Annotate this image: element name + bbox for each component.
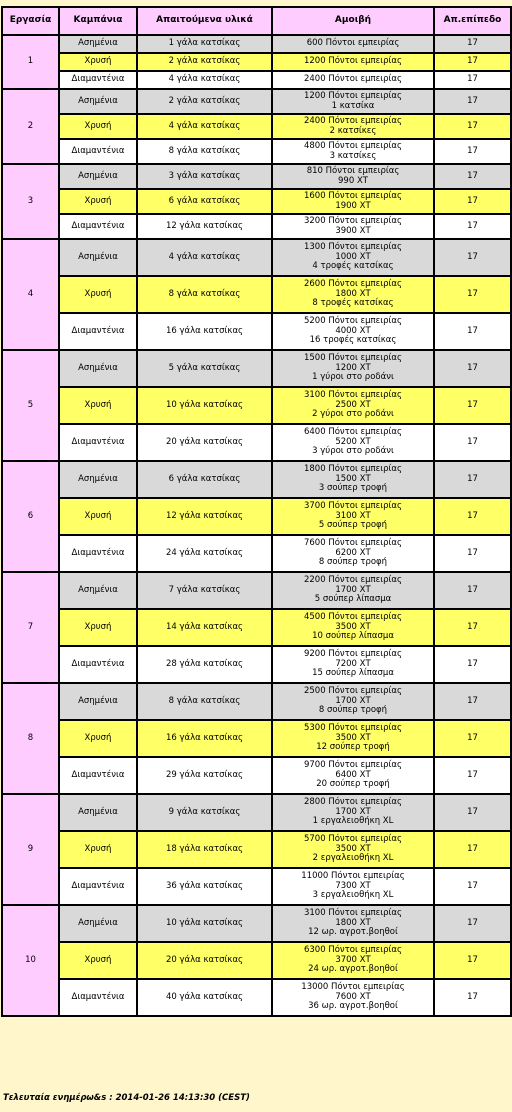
- materials-cell: 4 γάλα κατσίκας: [137, 71, 272, 89]
- campaign-cell: Ασημένια: [59, 905, 137, 942]
- reward-cell: [272, 868, 434, 905]
- table-row: [2, 71, 511, 89]
- reward-line: 2400 Πόντοι εμπειρίας: [303, 74, 403, 85]
- campaign-cell: Ασημένια: [59, 461, 137, 498]
- table-row: [2, 164, 511, 189]
- materials-cell: 7 γάλα κατσίκας: [137, 572, 272, 609]
- materials-cell: 28 γάλα κατσίκας: [137, 646, 272, 683]
- reward-cell: [272, 461, 434, 498]
- reward-line: 36 ωρ. αγροτ.βοηθοί: [308, 1001, 398, 1012]
- table-row: [2, 794, 511, 831]
- reward-line: 2500 ΧΤ: [335, 399, 371, 410]
- materials-cell: 12 γάλα κατσίκας: [137, 214, 272, 239]
- reward-cell: [272, 276, 434, 313]
- table-row: [2, 942, 511, 979]
- reward-cell: [272, 498, 434, 535]
- reward-cell: [272, 831, 434, 868]
- materials-cell: 5 γάλα κατσίκας: [137, 350, 272, 387]
- reward-line: 1600 Πόντοι εμπειρίας: [303, 191, 403, 201]
- tasks-body: [2, 35, 511, 1016]
- level-cell: 17: [434, 214, 511, 239]
- reward-cell: [272, 979, 434, 1016]
- campaign-cell: Χρυσή: [59, 53, 137, 71]
- campaign-cell: Χρυσή: [59, 498, 137, 535]
- reward-line: 1200 ΧΤ: [335, 362, 371, 373]
- table-row: [2, 239, 511, 276]
- level-cell: 17: [434, 461, 511, 498]
- reward-cell: [272, 720, 434, 757]
- level-cell: 17: [434, 979, 511, 1016]
- last-updated: Τελευταία ενημέρω&s : 2014-01-26 14:13:30 (CEST): [3, 1093, 250, 1103]
- campaign-cell: Ασημένια: [59, 35, 137, 53]
- table-row: [2, 979, 511, 1016]
- task-number: 4: [2, 239, 59, 350]
- materials-cell: 14 γάλα κατσίκας: [137, 609, 272, 646]
- campaign-cell: Ασημένια: [59, 683, 137, 720]
- reward-line: 3500 ΧΤ: [335, 621, 371, 632]
- table-row: [2, 683, 511, 720]
- reward-line: 1800 ΧΤ: [335, 288, 371, 299]
- reward-line: 4800 Πόντοι εμπειρίας: [303, 141, 403, 151]
- reward-line: 8 σούπερ τροφή: [318, 705, 388, 716]
- reward-line: 3 εργαλειοθήκη XL: [312, 890, 394, 901]
- reward-line: 3100 Πόντοι εμπειρίας: [303, 390, 403, 401]
- reward-line: 1000 ΧΤ: [335, 251, 371, 262]
- reward-line: 5700 Πόντοι εμπειρίας: [303, 834, 403, 845]
- level-cell: 17: [434, 646, 511, 683]
- task-number: 1: [2, 35, 59, 89]
- level-cell: 17: [434, 905, 511, 942]
- campaign-cell: Ασημένια: [59, 89, 137, 114]
- reward-line: 3500 ΧΤ: [335, 843, 371, 854]
- campaign-cell: Διαμαντένια: [59, 71, 137, 89]
- materials-cell: 1 γάλα κατσίκας: [137, 35, 272, 53]
- level-cell: 17: [434, 139, 511, 164]
- level-cell: 17: [434, 189, 511, 214]
- reward-cell: [272, 609, 434, 646]
- reward-line: 2 εργαλειοθήκη XL: [312, 853, 394, 864]
- reward-cell: [272, 350, 434, 387]
- campaign-cell: Διαμαντένια: [59, 646, 137, 683]
- table-row: [2, 646, 511, 683]
- reward-line: 20 σούπερ τροφή: [316, 779, 390, 790]
- campaign-cell: Χρυσή: [59, 942, 137, 979]
- level-cell: 17: [434, 350, 511, 387]
- reward-line: 2 γύροι στο ροδάνι: [312, 409, 394, 420]
- campaign-cell: Διαμαντένια: [59, 139, 137, 164]
- reward-line: 1 γύροι στο ροδάνι: [312, 372, 394, 383]
- reward-line: 3100 ΧΤ: [335, 510, 371, 521]
- reward-line: 1700 ΧΤ: [335, 695, 371, 706]
- reward-cell: [272, 535, 434, 572]
- campaign-cell: Χρυσή: [59, 720, 137, 757]
- reward-line: 7600 ΧΤ: [335, 991, 371, 1002]
- reward-line: 5200 ΧΤ: [335, 436, 371, 447]
- table-row: [2, 424, 511, 461]
- reward-cell: [272, 905, 434, 942]
- reward-cell: [272, 794, 434, 831]
- level-cell: 17: [434, 53, 511, 71]
- reward-line: 8 τροφές κατσίκας: [312, 298, 394, 309]
- reward-cell: [272, 387, 434, 424]
- materials-cell: 8 γάλα κατσίκας: [137, 276, 272, 313]
- reward-line: 3200 Πόντοι εμπειρίας: [303, 216, 403, 226]
- campaign-cell: Διαμαντένια: [59, 979, 137, 1016]
- reward-line: 9700 Πόντοι εμπειρίας: [303, 760, 403, 771]
- level-cell: 17: [434, 831, 511, 868]
- campaign-cell: Ασημένια: [59, 350, 137, 387]
- materials-cell: 20 γάλα κατσίκας: [137, 942, 272, 979]
- reward-line: 990 ΧΤ: [338, 175, 368, 186]
- level-cell: 17: [434, 794, 511, 831]
- reward-line: 5 σούπερ τροφή: [318, 520, 388, 531]
- reward-line: 2 κατσίκες: [329, 125, 377, 136]
- reward-line: 1800 Πόντοι εμπειρίας: [303, 464, 403, 475]
- materials-cell: 6 γάλα κατσίκας: [137, 461, 272, 498]
- table-row: [2, 498, 511, 535]
- campaign-cell: Χρυσή: [59, 276, 137, 313]
- campaign-cell: Διαμαντένια: [59, 868, 137, 905]
- materials-cell: 18 γάλα κατσίκας: [137, 831, 272, 868]
- materials-cell: 4 γάλα κατσίκας: [137, 239, 272, 276]
- materials-cell: 2 γάλα κατσίκας: [137, 89, 272, 114]
- reward-line: 3 γύροι στο ροδάνι: [312, 446, 394, 457]
- reward-line: 6200 ΧΤ: [335, 547, 371, 558]
- reward-line: 4000 ΧΤ: [335, 325, 371, 336]
- table-row: [2, 35, 511, 53]
- table-row: [2, 831, 511, 868]
- reward-line: 12 ωρ. αγροτ.βοηθοί: [308, 927, 398, 938]
- level-cell: 17: [434, 757, 511, 794]
- table-row: [2, 387, 511, 424]
- reward-line: 1700 ΧΤ: [335, 584, 371, 595]
- materials-cell: 24 γάλα κατσίκας: [137, 535, 272, 572]
- level-cell: 17: [434, 114, 511, 139]
- table-row: [2, 609, 511, 646]
- level-cell: 17: [434, 720, 511, 757]
- reward-line: 3500 ΧΤ: [335, 732, 371, 743]
- materials-cell: 3 γάλα κατσίκας: [137, 164, 272, 189]
- table-row: [2, 868, 511, 905]
- table-row: [2, 189, 511, 214]
- campaign-cell: Διαμαντένια: [59, 757, 137, 794]
- materials-cell: 29 γάλα κατσίκας: [137, 757, 272, 794]
- reward-line: 16 τροφές κατσίκας: [309, 335, 397, 346]
- table-row: [2, 461, 511, 498]
- level-cell: 17: [434, 535, 511, 572]
- campaign-cell: Διαμαντένια: [59, 313, 137, 350]
- reward-cell: [272, 53, 434, 71]
- reward-line: 8 σούπερ τροφή: [318, 557, 388, 568]
- table-row: [2, 757, 511, 794]
- reward-line: 7300 ΧΤ: [335, 880, 371, 891]
- table-row: [2, 276, 511, 313]
- materials-cell: 8 γάλα κατσίκας: [137, 683, 272, 720]
- reward-line: 5 σούπερ λίπασμα: [314, 594, 392, 605]
- reward-line: 1 εργαλειοθήκη XL: [312, 816, 394, 827]
- table-row: [2, 139, 511, 164]
- task-number: 9: [2, 794, 59, 905]
- reward-line: 15 σούπερ λίπασμα: [312, 668, 394, 679]
- reward-line: 600 Πόντοι εμπειρίας: [306, 38, 400, 49]
- table-row: [2, 572, 511, 609]
- header-task: Εργασία: [2, 7, 59, 35]
- level-cell: 17: [434, 683, 511, 720]
- header-row: [2, 7, 511, 35]
- materials-cell: 16 γάλα κατσίκας: [137, 313, 272, 350]
- header-level: Απ.επίπεδο: [434, 7, 511, 35]
- materials-cell: 16 γάλα κατσίκας: [137, 720, 272, 757]
- reward-line: 9200 Πόντοι εμπειρίας: [303, 649, 403, 660]
- reward-cell: [272, 646, 434, 683]
- task-number: 6: [2, 461, 59, 572]
- reward-cell: [272, 89, 434, 114]
- level-cell: 17: [434, 572, 511, 609]
- reward-line: 2200 Πόντοι εμπειρίας: [303, 575, 403, 586]
- reward-cell: [272, 164, 434, 189]
- campaign-cell: Χρυσή: [59, 189, 137, 214]
- task-number: 3: [2, 164, 59, 239]
- task-number: 10: [2, 905, 59, 1016]
- header-campaign: Καμπάνια: [59, 7, 137, 35]
- level-cell: 17: [434, 89, 511, 114]
- table-row: [2, 114, 511, 139]
- task-number: 8: [2, 683, 59, 794]
- level-cell: 17: [434, 313, 511, 350]
- reward-line: 5300 Πόντοι εμπειρίας: [303, 723, 403, 734]
- reward-line: 1900 ΧΤ: [335, 200, 371, 211]
- level-cell: 17: [434, 276, 511, 313]
- reward-line: 1300 Πόντοι εμπειρίας: [303, 242, 403, 253]
- level-cell: 17: [434, 498, 511, 535]
- reward-cell: [272, 424, 434, 461]
- level-cell: 17: [434, 164, 511, 189]
- materials-cell: 9 γάλα κατσίκας: [137, 794, 272, 831]
- level-cell: 17: [434, 868, 511, 905]
- reward-line: 1500 ΧΤ: [335, 473, 371, 484]
- campaign-cell: Ασημένια: [59, 572, 137, 609]
- reward-line: 11000 Πόντοι εμπειρίας: [301, 871, 405, 882]
- reward-line: 2400 Πόντοι εμπειρίας: [303, 116, 403, 126]
- table-row: [2, 905, 511, 942]
- table-row: [2, 535, 511, 572]
- reward-line: 24 ωρ. αγροτ.βοηθοί: [308, 964, 398, 975]
- reward-line: 810 Πόντοι εμπειρίας: [306, 166, 400, 176]
- campaign-cell: Διαμαντένια: [59, 424, 137, 461]
- reward-cell: [272, 942, 434, 979]
- reward-line: 3 σούπερ τροφή: [318, 483, 388, 494]
- reward-line: 6300 Πόντοι εμπειρίας: [303, 945, 403, 956]
- reward-line: 3 κατσίκες: [329, 150, 377, 161]
- table-row: [2, 53, 511, 71]
- materials-cell: 6 γάλα κατσίκας: [137, 189, 272, 214]
- reward-line: 3700 ΧΤ: [335, 954, 371, 965]
- reward-cell: [272, 239, 434, 276]
- table-row: [2, 214, 511, 239]
- reward-line: 12 σούπερ τροφή: [316, 742, 390, 753]
- materials-cell: 8 γάλα κατσίκας: [137, 139, 272, 164]
- reward-line: 5200 Πόντοι εμπειρίας: [303, 316, 403, 327]
- level-cell: 17: [434, 609, 511, 646]
- level-cell: 17: [434, 387, 511, 424]
- campaign-cell: Ασημένια: [59, 164, 137, 189]
- reward-line: 3100 Πόντοι εμπειρίας: [303, 908, 403, 919]
- materials-cell: 36 γάλα κατσίκας: [137, 868, 272, 905]
- campaign-cell: Χρυσή: [59, 609, 137, 646]
- campaign-cell: Ασημένια: [59, 239, 137, 276]
- campaign-cell: Χρυσή: [59, 387, 137, 424]
- table-row: [2, 720, 511, 757]
- materials-cell: 10 γάλα κατσίκας: [137, 387, 272, 424]
- reward-cell: [272, 572, 434, 609]
- reward-line: 1500 Πόντοι εμπειρίας: [303, 353, 403, 364]
- reward-cell: [272, 313, 434, 350]
- reward-cell: [272, 189, 434, 214]
- reward-line: 6400 Πόντοι εμπειρίας: [303, 427, 403, 438]
- reward-cell: [272, 114, 434, 139]
- materials-cell: 20 γάλα κατσίκας: [137, 424, 272, 461]
- reward-cell: [272, 35, 434, 53]
- reward-cell: [272, 757, 434, 794]
- level-cell: 17: [434, 239, 511, 276]
- reward-cell: [272, 683, 434, 720]
- tasks-table: [1, 6, 512, 1017]
- campaign-cell: Χρυσή: [59, 831, 137, 868]
- reward-line: 2500 Πόντοι εμπειρίας: [303, 686, 403, 697]
- reward-line: 7200 ΧΤ: [335, 658, 371, 669]
- campaign-cell: Χρυσή: [59, 114, 137, 139]
- header-reward: Αμοιβή: [272, 7, 434, 35]
- reward-cell: [272, 139, 434, 164]
- reward-cell: [272, 214, 434, 239]
- reward-line: 3900 ΧΤ: [335, 225, 371, 236]
- reward-line: 13000 Πόντοι εμπειρίας: [301, 982, 405, 993]
- reward-line: 4500 Πόντοι εμπειρίας: [303, 612, 403, 623]
- reward-line: 1200 Πόντοι εμπειρίας: [303, 91, 403, 101]
- reward-line: 1 κατσίκα: [331, 100, 375, 111]
- campaign-cell: Ασημένια: [59, 794, 137, 831]
- materials-cell: 10 γάλα κατσίκας: [137, 905, 272, 942]
- level-cell: 17: [434, 424, 511, 461]
- reward-line: 7600 Πόντοι εμπειρίας: [303, 538, 403, 549]
- task-number: 5: [2, 350, 59, 461]
- reward-line: 4 τροφές κατσίκας: [312, 261, 394, 272]
- reward-line: 1800 ΧΤ: [335, 917, 371, 928]
- level-cell: 17: [434, 942, 511, 979]
- reward-line: 2800 Πόντοι εμπειρίας: [303, 797, 403, 808]
- campaign-cell: Διαμαντένια: [59, 214, 137, 239]
- materials-cell: 4 γάλα κατσίκας: [137, 114, 272, 139]
- reward-line: 10 σούπερ λίπασμα: [312, 631, 394, 642]
- materials-cell: 12 γάλα κατσίκας: [137, 498, 272, 535]
- header-materials: Απαιτούμενα υλικά: [137, 7, 272, 35]
- table-row: [2, 350, 511, 387]
- task-number: 7: [2, 572, 59, 683]
- campaign-cell: Διαμαντένια: [59, 535, 137, 572]
- reward-line: 3700 Πόντοι εμπειρίας: [303, 501, 403, 512]
- reward-line: 2600 Πόντοι εμπειρίας: [303, 279, 403, 290]
- table-row: [2, 89, 511, 114]
- reward-line: 6400 ΧΤ: [335, 769, 371, 780]
- level-cell: 17: [434, 71, 511, 89]
- reward-cell: [272, 71, 434, 89]
- reward-line: 1700 ΧΤ: [335, 806, 371, 817]
- task-number: 2: [2, 89, 59, 164]
- table-row: [2, 313, 511, 350]
- materials-cell: 40 γάλα κατσίκας: [137, 979, 272, 1016]
- level-cell: 17: [434, 35, 511, 53]
- reward-line: 1200 Πόντοι εμπειρίας: [303, 56, 403, 67]
- materials-cell: 2 γάλα κατσίκας: [137, 53, 272, 71]
